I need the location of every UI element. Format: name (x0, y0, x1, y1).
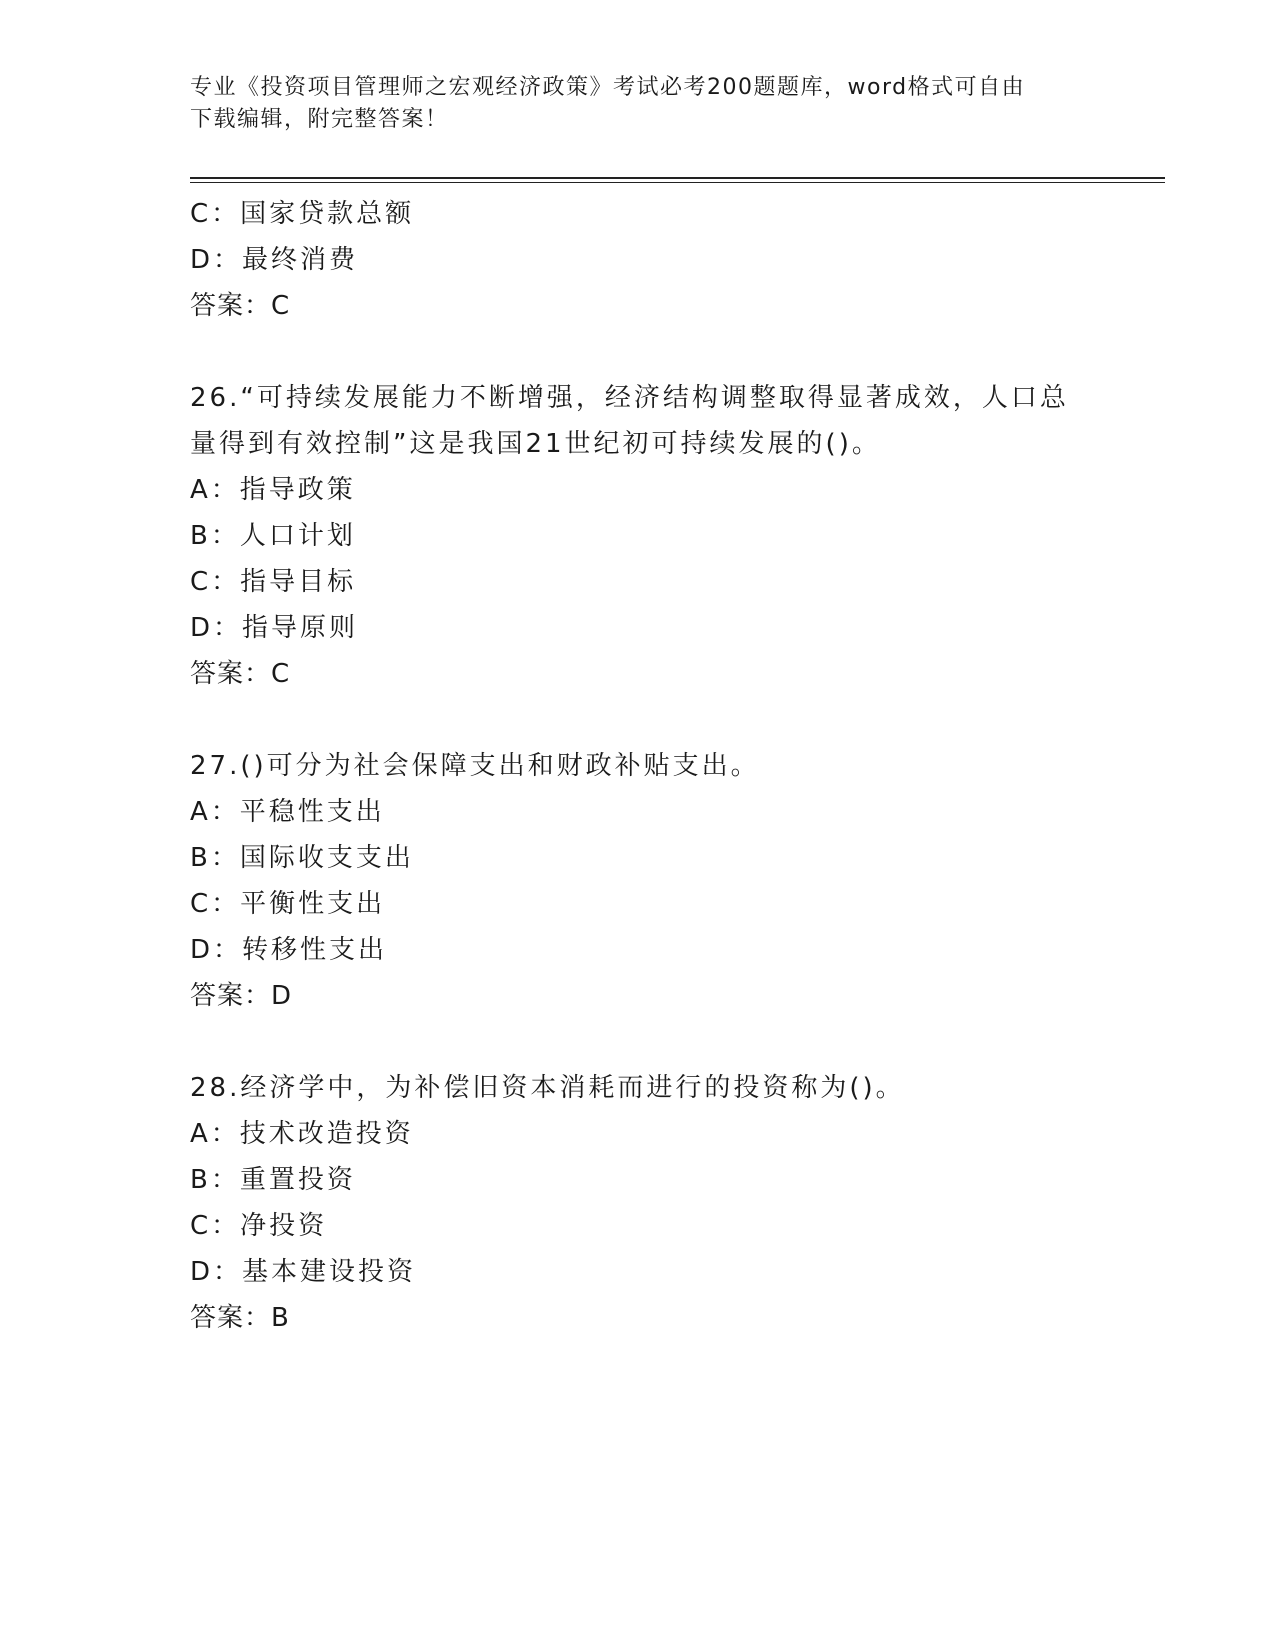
question-stem: 28.经济学中，为补偿旧资本消耗而进行的投资称为()。 (190, 1073, 905, 1103)
option-d: D：最终消费 (190, 245, 359, 275)
option-a: A：技术改造投资 (190, 1119, 414, 1149)
question-stem: 26.“可持续发展能力不断增强，经济结构调整取得显著成效，人口总 (190, 383, 1069, 413)
question-27 (190, 743, 1170, 1019)
spacer (190, 329, 1170, 375)
question-stem: 量得到有效控制”这是我国21世纪初可持续发展的()。 (190, 429, 881, 459)
spacer (190, 697, 1170, 743)
question-content (190, 191, 1170, 1341)
option-a: A：平稳性支出 (190, 797, 385, 827)
option-d: D：转移性支出 (190, 935, 388, 965)
header-divider-thin (190, 182, 1165, 183)
option-b: B：国际收支支出 (190, 843, 414, 873)
answer: 答案：D (190, 981, 293, 1011)
option-a: A：指导政策 (190, 475, 356, 505)
option-b: B：人口计划 (190, 521, 356, 551)
document-header (190, 72, 1090, 136)
option-b: B：重置投资 (190, 1165, 356, 1195)
option-d: D：指导原则 (190, 613, 359, 643)
option-c: C：净投资 (190, 1211, 328, 1241)
answer: 答案：B (190, 1303, 290, 1333)
header-divider-thick (190, 177, 1165, 179)
question-28 (190, 1065, 1170, 1341)
carryover-question (190, 191, 1170, 329)
question-26 (190, 375, 1170, 697)
answer: 答案：C (190, 659, 291, 689)
header-line-1: 专业《投资项目管理师之宏观经济政策》考试必考200题题库，word格式可自由 (190, 75, 1026, 100)
option-d: D：基本建设投资 (190, 1257, 417, 1287)
answer: 答案：C (190, 291, 291, 321)
spacer (190, 1019, 1170, 1065)
question-stem: 27.()可分为社会保障支出和财政补贴支出。 (190, 751, 760, 781)
option-c: C：平衡性支出 (190, 889, 386, 919)
option-c: C：指导目标 (190, 567, 357, 597)
header-line-2: 下载编辑，附完整答案！ (190, 107, 449, 132)
option-c: C：国家贷款总额 (190, 199, 415, 229)
